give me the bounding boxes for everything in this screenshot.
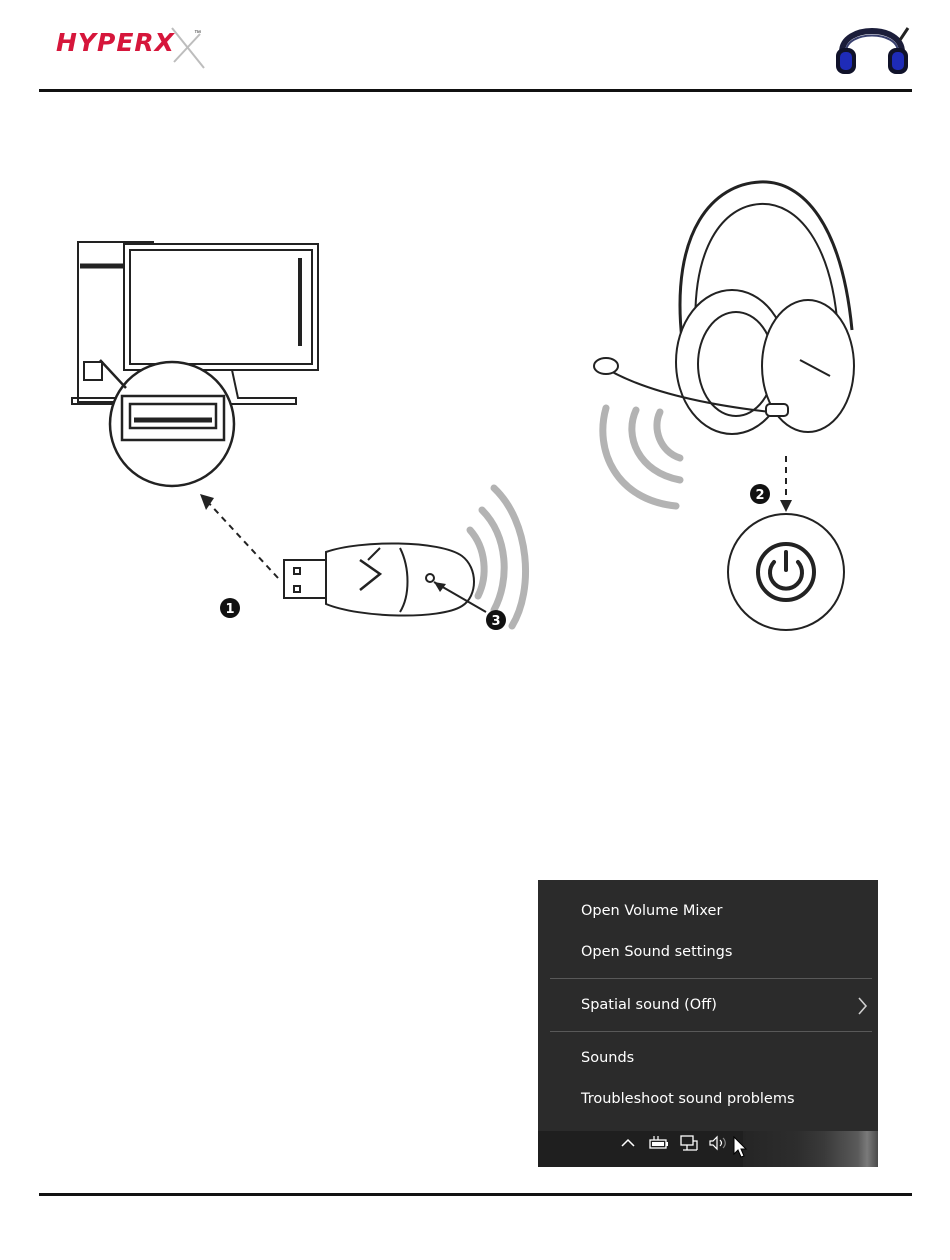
svg-text:3: 3 xyxy=(491,614,501,629)
power-button-icon xyxy=(728,514,844,630)
step-1-badge xyxy=(220,598,240,618)
taskbar-tray xyxy=(538,1131,878,1167)
step-3-badge xyxy=(486,610,506,630)
headset-icon xyxy=(832,12,912,78)
hyperx-logo xyxy=(54,22,214,76)
svg-text:2: 2 xyxy=(755,488,765,503)
connection-diagram xyxy=(0,100,950,660)
menu-separator xyxy=(550,1031,872,1032)
chevron-up-icon[interactable] xyxy=(620,1135,636,1151)
chevron-right-icon xyxy=(856,995,870,1017)
taskbar-blur xyxy=(743,1131,878,1167)
network-icon[interactable] xyxy=(679,1135,699,1153)
speaker-icon[interactable] xyxy=(708,1135,730,1151)
menu-item-sounds[interactable]: Sounds xyxy=(581,1050,635,1066)
usb-wireless-adapter-icon xyxy=(284,543,474,615)
step-2-badge xyxy=(750,484,770,504)
wireless-signal-left-icon xyxy=(470,488,526,626)
menu-item-spatial-sound[interactable]: Spatial sound (Off) xyxy=(581,997,717,1013)
battery-icon[interactable] xyxy=(648,1135,670,1151)
headset-illustration xyxy=(594,182,854,434)
footer-divider xyxy=(39,1193,912,1196)
menu-item-open-volume-mixer[interactable]: Open Volume Mixer xyxy=(581,903,723,919)
brand-logo-text: HYPERX xyxy=(56,28,175,57)
svg-text:1: 1 xyxy=(225,602,235,617)
step-1-arrow xyxy=(206,500,278,578)
menu-item-open-sound-settings[interactable]: Open Sound settings xyxy=(581,944,733,960)
sound-context-menu xyxy=(538,880,878,1167)
menu-separator xyxy=(550,978,872,979)
trademark-mark: ™ xyxy=(194,30,201,37)
wireless-signal-right-icon xyxy=(603,408,680,506)
header-divider xyxy=(39,89,912,92)
mouse-cursor-icon xyxy=(732,1136,748,1160)
menu-item-troubleshoot-sound[interactable]: Troubleshoot sound problems xyxy=(581,1091,795,1107)
